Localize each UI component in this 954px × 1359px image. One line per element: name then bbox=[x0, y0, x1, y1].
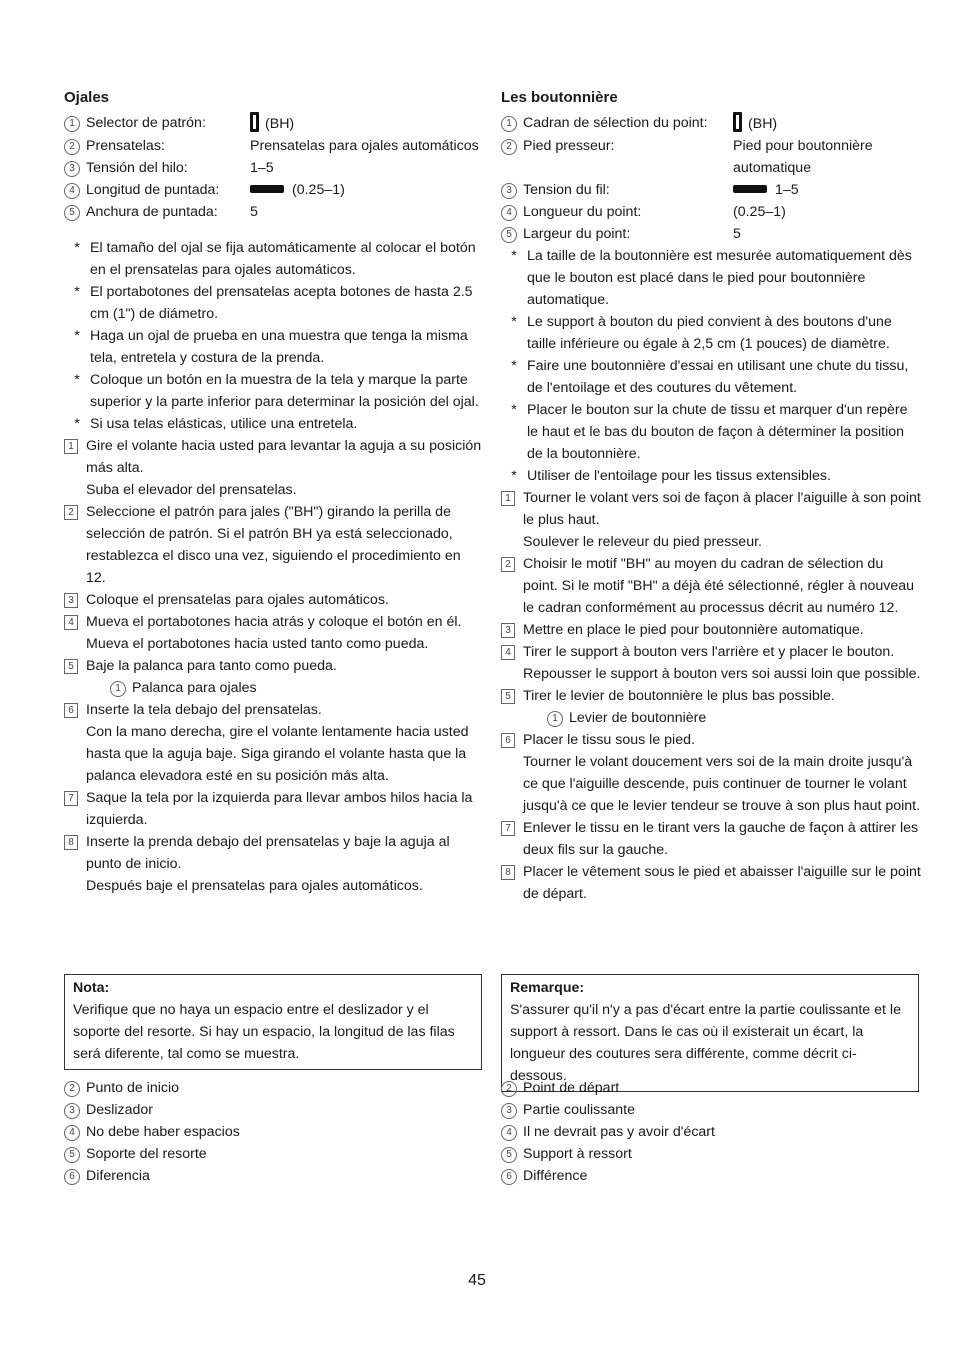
boxed-number: 7 bbox=[64, 791, 78, 806]
spec-row bbox=[501, 179, 921, 201]
boxed-number: 8 bbox=[501, 865, 515, 880]
step-item: 4 Tirer le support à bouton vers l'arrière et y placer le bouton. Repousser le support à bouton vers soi aussi loin que possible. bbox=[501, 641, 921, 685]
note-title: Nota: bbox=[73, 980, 110, 996]
spec-row bbox=[64, 201, 482, 223]
boxed-number: 7 bbox=[501, 821, 515, 836]
boxed-number: 4 bbox=[64, 615, 78, 630]
spec-row bbox=[501, 112, 921, 135]
bullet-item: * Coloque un botón en la muestra de la tela y marque la parte superior y la parte inferior para determinar la posición del ojal. bbox=[74, 372, 479, 410]
boxed-number: 1 bbox=[64, 439, 78, 454]
spec-value: Pied pour boutonnière automatique bbox=[733, 138, 873, 176]
parts-list-spanish bbox=[64, 1077, 240, 1187]
parts-list-french bbox=[501, 1077, 715, 1187]
spec-label: Anchura de puntada: bbox=[86, 204, 218, 220]
step-item: 1 Gire el volante hacia usted para levantar la aguja a su posición más alta. Suba el elevador del prensatelas. bbox=[64, 435, 482, 501]
boxed-number: 3 bbox=[64, 593, 78, 608]
spec-list bbox=[501, 112, 921, 245]
circled-number: 4 bbox=[64, 183, 80, 199]
bullet-item: * Placer le bouton sur la chute de tissu et marquer d'un repère le haut et le bas du bouton de façon à déterminer la position de la boutonnière. bbox=[511, 402, 908, 462]
spec-row bbox=[64, 135, 482, 157]
spec-value: (BH) bbox=[265, 116, 295, 132]
circled-number: 1 bbox=[501, 116, 517, 132]
spec-row bbox=[64, 157, 482, 179]
boxed-number: 3 bbox=[501, 623, 515, 638]
boxed-number: 6 bbox=[501, 733, 515, 748]
circled-number: 5 bbox=[64, 205, 80, 221]
buttonhole-pattern-icon bbox=[250, 112, 259, 132]
spanish-column bbox=[64, 88, 482, 897]
spec-value: (0.25–1) bbox=[292, 182, 345, 198]
boxed-number: 6 bbox=[64, 703, 78, 718]
list-item: 5 Soporte del resorte bbox=[64, 1143, 240, 1165]
step-item: 3 Coloque el prensatelas para ojales automáticos. bbox=[64, 589, 482, 611]
list-item: 3 Deslizador bbox=[64, 1099, 240, 1121]
french-column bbox=[501, 88, 921, 905]
list-item: 2 Point de départ bbox=[501, 1077, 715, 1099]
bullet-item: * Si usa telas elásticas, utilice una entretela. bbox=[74, 416, 358, 432]
note-text: S'assurer qu'il n'y a pas d'écart entre la partie coulissante et le support à ressort. Dans le cas où il existerait un écart, la longueur des coutures sera différente, comme décrit ci-dessous. bbox=[510, 1002, 901, 1084]
spec-label: Tensión del hilo: bbox=[86, 160, 188, 176]
spec-value: 1–5 bbox=[250, 160, 274, 176]
list-item: 3 Partie coulissante bbox=[501, 1099, 715, 1121]
page-number: 45 bbox=[468, 1272, 486, 1289]
bullet-list bbox=[501, 245, 921, 487]
bullet-item: * Utiliser de l'entoilage pour les tissus extensibles. bbox=[511, 468, 831, 484]
stitch-length-icon bbox=[733, 185, 767, 193]
circled-number: 2 bbox=[64, 139, 80, 155]
spec-row bbox=[64, 179, 482, 201]
bullet-item: * El portabotones del prensatelas acepta botones de hasta 2.5 cm (1") de diámetro. bbox=[74, 284, 473, 322]
step-subitem: 1 Palanca para ojales bbox=[64, 677, 482, 699]
spec-label: Longitud de puntada: bbox=[86, 182, 220, 198]
boxed-number: 2 bbox=[501, 557, 515, 572]
step-item: 3 Mettre en place le pied pour boutonnière automatique. bbox=[501, 619, 921, 641]
note-title: Remarque: bbox=[510, 980, 585, 996]
bullet-item: * Le support à bouton du pied convient à des boutons d'une taille inférieure ou égale à 2,5 cm (1 pouces) de diamètre. bbox=[511, 314, 892, 352]
step-list bbox=[501, 487, 921, 905]
spec-value: Prensatelas para ojales automáticos bbox=[250, 138, 479, 154]
bullet-item: * Haga un ojal de prueba en una muestra que tenga la misma tela, entretela y costura de la prenda. bbox=[74, 328, 468, 366]
step-item: 5 Tirer le levier de boutonnière le plus bas possible. bbox=[501, 685, 921, 707]
section-title: Les boutonnière bbox=[501, 89, 618, 106]
bullet-list bbox=[64, 237, 482, 435]
step-item: 6 Placer le tissu sous le pied. Tourner le volant doucement vers soi de la main droite jusqu'à ce que l'aiguille descende, puis continuer de tourner le volant jusqu'à ce que le levier tendeur se trouve à son plus haut point. bbox=[501, 729, 921, 817]
step-list bbox=[64, 435, 482, 897]
list-item: 4 Il ne devrait pas y avoir d'écart bbox=[501, 1121, 715, 1143]
spec-value: (0.25–1) bbox=[733, 204, 786, 220]
bullet-item: * La taille de la boutonnière est mesurée automatiquement dès que le bouton est placé dans le pied pour boutonnière automatique. bbox=[511, 248, 912, 308]
list-item: 2 Punto de inicio bbox=[64, 1077, 240, 1099]
section-title: Ojales bbox=[64, 89, 110, 106]
bullet-item: * El tamaño del ojal se fija automáticamente al colocar el botón en el prensatelas para ojales automáticos. bbox=[74, 240, 476, 278]
list-item: 4 No debe haber espacios bbox=[64, 1121, 240, 1143]
note-text: Verifique que no haya un espacio entre el deslizador y el soporte del resorte. Si hay un espacio, la longitud de las filas será diferente, tal como se muestra. bbox=[73, 1002, 455, 1062]
spec-label: Pied presseur: bbox=[523, 138, 615, 154]
step-item: 8 Placer le vêtement sous le pied et abaisser l'aiguille sur le point de départ. bbox=[501, 861, 921, 905]
boxed-number: 5 bbox=[64, 659, 78, 674]
step-item: 2 Seleccione el patrón para jales ("BH") girando la perilla de selección de patrón. Si el patrón BH ya está seleccionado, restablezca el disco una vez, siguiendo el procedimiento en 12. bbox=[64, 501, 482, 589]
circled-number: 3 bbox=[64, 161, 80, 177]
list-item: 5 Support à ressort bbox=[501, 1143, 715, 1165]
circled-number: 4 bbox=[501, 205, 517, 221]
buttonhole-pattern-icon bbox=[733, 112, 742, 132]
spec-value: 1–5 bbox=[775, 182, 799, 198]
spec-label: Largeur du point: bbox=[523, 226, 631, 242]
spec-label: Longueur du point: bbox=[523, 204, 642, 220]
step-item: 6 Inserte la tela debajo del prensatelas. Con la mano derecha, gire el volante lentamente hacia usted hasta que la aguja baje. Siga girando el volante hasta que la palanca elevadora esté en su posición más alta. bbox=[64, 699, 482, 787]
spec-row bbox=[501, 223, 921, 245]
circled-number: 5 bbox=[501, 227, 517, 243]
spec-label: Selector de patrón: bbox=[86, 115, 206, 131]
spec-label: Tension du fil: bbox=[523, 182, 610, 198]
spec-value: 5 bbox=[733, 226, 741, 242]
step-item: 8 Inserte la prenda debajo del prensatelas y baje la aguja al punto de inicio. Después baje el prensatelas para ojales automáticos. bbox=[64, 831, 482, 897]
spec-row bbox=[501, 201, 921, 223]
spec-list bbox=[64, 112, 482, 223]
step-item: 4 Mueva el portabotones hacia atrás y coloque el botón en él. Mueva el portabotones hacia usted tanto como pueda. bbox=[64, 611, 482, 655]
boxed-number: 8 bbox=[64, 835, 78, 850]
circled-number: 2 bbox=[501, 139, 517, 155]
spec-row bbox=[64, 112, 482, 135]
list-item: 6 Diferencia bbox=[64, 1165, 240, 1187]
step-subitem: 1 Levier de boutonnière bbox=[501, 707, 921, 729]
spec-row bbox=[501, 135, 921, 179]
bullet-item: * Faire une boutonnière d'essai en utilisant une chute du tissu, de l'entoilage et des coutures du vêtement. bbox=[511, 358, 909, 396]
stitch-length-icon bbox=[250, 185, 284, 193]
step-item: 2 Choisir le motif "BH" au moyen du cadran de sélection du point. Si le motif "BH" a déjà été sélectionné, régler à nouveau le cadran conformément au processus décrit au numéro 12. bbox=[501, 553, 921, 619]
spec-label: Cadran de sélection du point: bbox=[523, 115, 708, 131]
boxed-number: 2 bbox=[64, 505, 78, 520]
boxed-number: 4 bbox=[501, 645, 515, 660]
list-item: 6 Différence bbox=[501, 1165, 715, 1187]
step-item: 7 Saque la tela por la izquierda para llevar ambos hilos hacia la izquierda. bbox=[64, 787, 482, 831]
step-item: 7 Enlever le tissu en le tirant vers la gauche de façon à attirer les deux fils sur la gauche. bbox=[501, 817, 921, 861]
boxed-number: 1 bbox=[501, 491, 515, 506]
note-box-spanish bbox=[64, 974, 482, 1070]
boxed-number: 5 bbox=[501, 689, 515, 704]
note-box-french bbox=[501, 974, 919, 1092]
circled-number: 3 bbox=[501, 183, 517, 199]
step-item: 1 Tourner le volant vers soi de façon à placer l'aiguille à son point le plus haut. Soulever le releveur du pied presseur. bbox=[501, 487, 921, 553]
spec-value: 5 bbox=[250, 204, 258, 220]
circled-number: 1 bbox=[64, 116, 80, 132]
spec-label: Prensatelas: bbox=[86, 138, 165, 154]
step-item: 5 Baje la palanca para tanto como pueda. bbox=[64, 655, 482, 677]
spec-value: (BH) bbox=[748, 116, 778, 132]
